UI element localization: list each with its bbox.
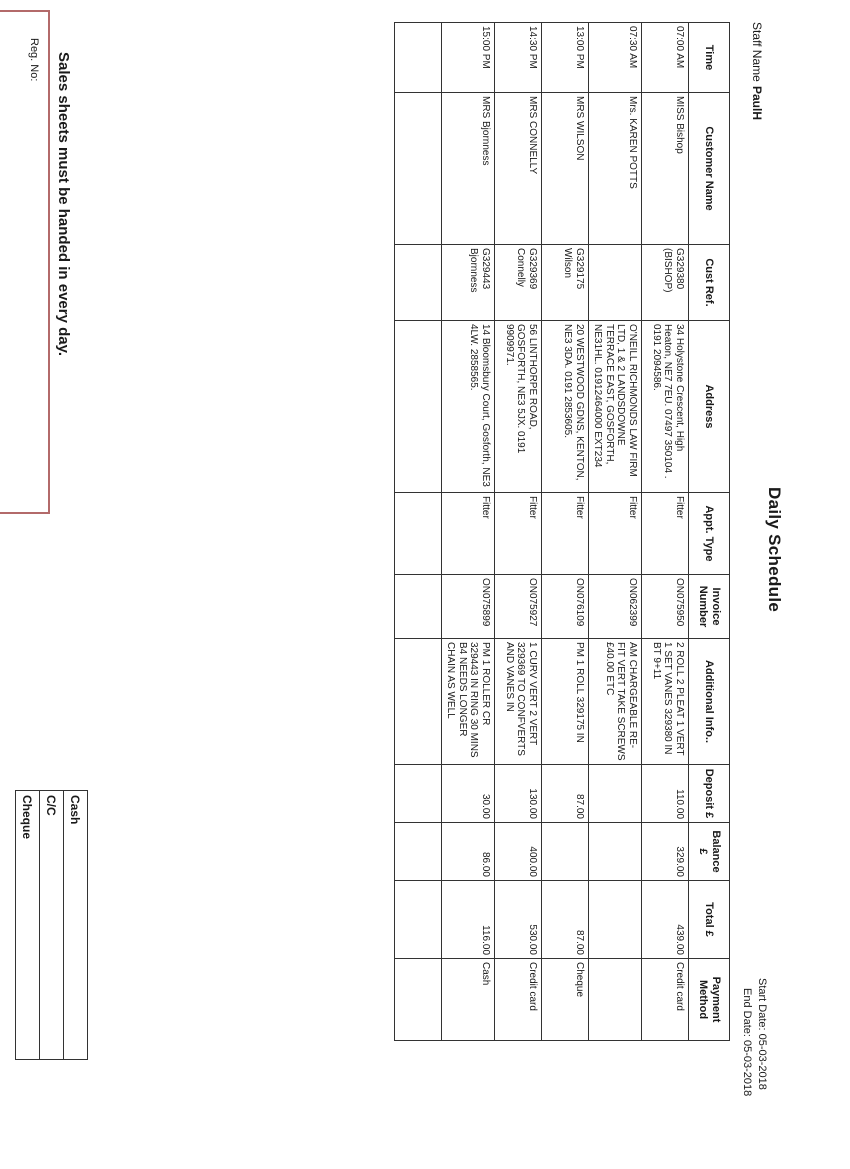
cell-info: PM 1 ROLL 329175 IN <box>542 639 589 765</box>
table-row <box>589 23 642 1041</box>
end-date: End Date: 05-03-2018 <box>741 988 753 1097</box>
cell-balance <box>542 823 589 881</box>
payment-row-cash <box>64 791 88 1060</box>
cell-appt-type: Fitter <box>642 493 689 575</box>
cell-ref: G329175 Wilson <box>542 245 589 321</box>
cell-address: O'NEILL RICHMONDS LAW FIRM LTD, 1 & 2 LANDSDOWNE TERRACE EAST, GOSFORTH, NE31HL. 01912464000 EXT234 <box>589 321 642 493</box>
cell-total <box>589 881 642 959</box>
cell-ref: G329380 (BISHOP) <box>642 245 689 321</box>
cell-customer: Mrs. KAREN POTTS <box>589 93 642 245</box>
cell-ref: G329443 Bjornness <box>442 245 495 321</box>
cell-deposit: 30.00 <box>442 765 495 823</box>
payment-totals-table <box>15 790 88 1060</box>
table-row <box>495 23 542 1041</box>
cell-invoice: ON062399 <box>589 575 642 639</box>
cell-customer: MISS Bishop <box>642 93 689 245</box>
cell-time: 13:00 PM <box>542 23 589 93</box>
cell-total: 530.00 <box>495 881 542 959</box>
reg-number-box <box>0 10 50 514</box>
table-header-row <box>689 23 730 1041</box>
column-header-deposit: Deposit £ <box>689 765 730 823</box>
cell-payment-method: Credit card <box>495 959 542 1041</box>
cell-info: PM 1 ROLLER CR 329443 IN RING 30 MINS B4 NEEDS LONGER CHAIN AS WELL <box>442 639 495 765</box>
cell-total: 439.00 <box>642 881 689 959</box>
start-date: Start Date: 05-03-2018 <box>756 978 768 1090</box>
cell-payment-method: Cash <box>442 959 495 1041</box>
payment-label-cash: Cash <box>64 791 88 1060</box>
cell-customer: MRS CONNELLY <box>495 93 542 245</box>
page-title: Daily Schedule <box>765 487 784 613</box>
cell-appt-type: Fitter <box>542 493 589 575</box>
cell-deposit: 87.00 <box>542 765 589 823</box>
cell-customer: MRS WILSON <box>542 93 589 245</box>
cell-address: 56 LINTHORPE ROAD, GOSFORTH, NE3 5JX. 0191 9909971. <box>495 321 542 493</box>
cell-appt-type: Fitter <box>495 493 542 575</box>
cell-deposit: 110.00 <box>642 765 689 823</box>
cell-address: 14 Bloomsbury Court, Gosforth, NE3 4LW. 2858565. <box>442 321 495 493</box>
cell-balance: 329.00 <box>642 823 689 881</box>
cell-invoice: ON076109 <box>542 575 589 639</box>
cell-address: 20 WESTWOOD GDNS, KENTON, NE3 3DA. 0191 2853605. <box>542 321 589 493</box>
payment-label-cheque: Cheque <box>16 791 40 1060</box>
cell-balance: 400.00 <box>495 823 542 881</box>
column-header-address: Address <box>689 321 730 493</box>
cell-invoice: ON075927 <box>495 575 542 639</box>
schedule-table <box>394 22 730 1041</box>
cell-info: 1 CURV VERT 2 VERT 329369 TO CONFVERTS AND VANES IN <box>495 639 542 765</box>
cell-payment-method <box>589 959 642 1041</box>
cell-info: AM CHARGEABLE RE-FIT VERT TAKE SCREWS £40.00 ETC <box>589 639 642 765</box>
cell-balance <box>589 823 642 881</box>
column-header-total: Total £ <box>689 881 730 959</box>
cell-total: 116.00 <box>442 881 495 959</box>
reg-number-label: Reg. No: <box>28 38 40 82</box>
table-row <box>542 23 589 1041</box>
cell-appt-type: Fitter <box>442 493 495 575</box>
cell-deposit: 130.00 <box>495 765 542 823</box>
cell-payment-method: Cheque <box>542 959 589 1041</box>
cell-time: 15:00 PM <box>442 23 495 93</box>
cell-ref <box>589 245 642 321</box>
cell-invoice: ON075899 <box>442 575 495 639</box>
table-row-blank <box>395 23 442 1041</box>
column-header-customer-name: Customer Name <box>689 93 730 245</box>
cell-customer: MRS Bjornness <box>442 93 495 245</box>
cell-appt-type: Fitter <box>589 493 642 575</box>
column-header-payment-method: Payment Method <box>689 959 730 1041</box>
cell-time: 07:30 AM <box>589 23 642 93</box>
column-header-time: Time <box>689 23 730 93</box>
handin-note: Sales sheets must be handed in every day. <box>55 52 72 357</box>
cell-time: 07:00 AM <box>642 23 689 93</box>
cell-invoice: ON075950 <box>642 575 689 639</box>
staff-name-value: PaulH <box>750 86 764 121</box>
column-header-cust-ref: Cust Ref. <box>689 245 730 321</box>
cell-time: 14:30 PM <box>495 23 542 93</box>
column-header-invoice-number: Invoice Number <box>689 575 730 639</box>
table-row <box>642 23 689 1041</box>
column-header-additional-info: Additional Info.. <box>689 639 730 765</box>
cell-total: 87.00 <box>542 881 589 959</box>
payment-row-cheque <box>16 791 40 1060</box>
cell-ref: G329369 Connelly <box>495 245 542 321</box>
staff-name-label: Staff Name <box>750 22 764 82</box>
column-header-balance: Balance £ <box>689 823 730 881</box>
cell-info: 2 ROLL 2 PLEAT 1 VERT 1 SET VANES 329380 IN BT 9+11 <box>642 639 689 765</box>
payment-label-cc: C/C <box>40 791 64 1060</box>
cell-deposit <box>589 765 642 823</box>
cell-address: 34 Holystone Crescent, High Heaton, NE7 7EU. 07497 350104 . 0191 2094586. <box>642 321 689 493</box>
cell-balance: 86.00 <box>442 823 495 881</box>
table-row <box>442 23 495 1041</box>
payment-row-cc <box>40 791 64 1060</box>
cell-payment-method: Credit card <box>642 959 689 1041</box>
column-header-appt-type: Appt. Type <box>689 493 730 575</box>
